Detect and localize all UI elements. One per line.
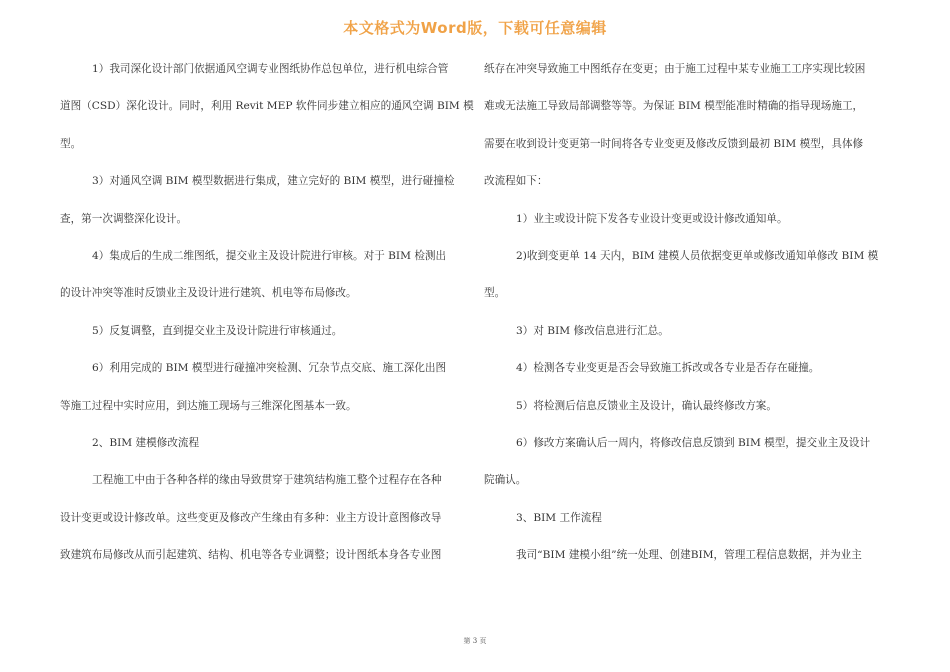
paragraph-line: 的设计冲突等准时反馈业主及设计进行建筑、机电等布局修改。 bbox=[60, 287, 357, 300]
paragraph-line: 4）检测各专业变更是否会导致施工拆改或各专业是否存在碰撞。 bbox=[516, 362, 820, 375]
paragraph-line: 1）业主或设计院下发各专业设计变更或设计修改通知单。 bbox=[516, 212, 788, 225]
page-number: 第 3 页 bbox=[463, 637, 487, 645]
paragraph-line: 4）集成后的生成二维图纸，提交业主及设计院进行审核。对于 BIM 检测出 bbox=[92, 250, 447, 262]
paragraph-line: 难或无法施工导致局部调整等等。为保证 BIM 模型能准时精确的指导现场施工， bbox=[484, 100, 864, 113]
paragraph-line: 等施工过程中实时应用，到达施工现场与三维深化图基本一致。 bbox=[60, 399, 357, 412]
paragraph-line: 道图（CSD）深化设计。同时，利用 Revit MEP 软件同步建立相应的通风空调 BIM 模 bbox=[60, 100, 474, 113]
paragraph-line: 3、BIM 工作流程 bbox=[516, 511, 602, 524]
paragraph-line: 院确认。 bbox=[484, 474, 527, 487]
paragraph-line: 我司“BIM 建模小组”统一处理、创建BIM，管理工程信息数据，并为业主 bbox=[516, 549, 862, 562]
paragraph-line: 改流程如下： bbox=[484, 175, 548, 188]
paragraph-line: 2)收到变更单 14 天内，BIM 建模人员依据变更单或修改通知单修改 BIM 模 bbox=[516, 250, 879, 262]
page-header-title: 本文格式为Word版，下载可任意编辑 bbox=[343, 19, 607, 37]
paragraph-line: 2、BIM 建模修改流程 bbox=[92, 437, 200, 449]
paragraph-line: 6）修改方案确认后一周内，将修改信息反馈到 BIM 模型，提交业主及设计 bbox=[516, 437, 871, 449]
paragraph-line: 1）我司深化设计部门依据通风空调专业图纸协作总包单位，进行机电综合管 bbox=[92, 63, 449, 75]
paragraph-line: 需要在收到设计变更第一时间将各专业变更及修改反馈到最初 BIM 模型，具体修 bbox=[484, 137, 864, 150]
paragraph-line: 6）利用完成的 BIM 模型进行碰撞冲突检测、冗杂节点交底、施工深化出图 bbox=[92, 362, 447, 375]
paragraph-line: 3）对 BIM 修改信息进行汇总。 bbox=[516, 324, 669, 337]
paragraph-line: 3）对通风空调 BIM 模型数据进行集成，建立完好的 BIM 模型，进行碰撞检 bbox=[92, 175, 455, 188]
paragraph-line: 型。 bbox=[60, 137, 82, 150]
paragraph-line: 型。 bbox=[484, 287, 506, 300]
paragraph-line: 设计变更或设计修改单。这些变更及修改产生缘由有多种：业主方设计意图修改导 bbox=[60, 511, 442, 524]
paragraph-line: 纸存在冲突导致施工中图纸存在变更；由于施工过程中某专业施工工序实现比较困 bbox=[484, 63, 866, 75]
paragraph-line: 5）将检测后信息反馈业主及设计，确认最终修改方案。 bbox=[516, 399, 777, 412]
paragraph-line: 工程施工中由于各种各样的缘由导致贯穿于建筑结构施工整个过程存在各种 bbox=[92, 474, 442, 487]
paragraph-line: 5）反复调整，直到提交业主及设计院进行审核通过。 bbox=[92, 324, 343, 337]
paragraph-line: 致建筑布局修改从而引起建筑、结构、机电等各专业调整；设计图纸本身各专业图 bbox=[60, 549, 442, 562]
paragraph-line: 查，第一次调整深化设计。 bbox=[60, 212, 188, 225]
